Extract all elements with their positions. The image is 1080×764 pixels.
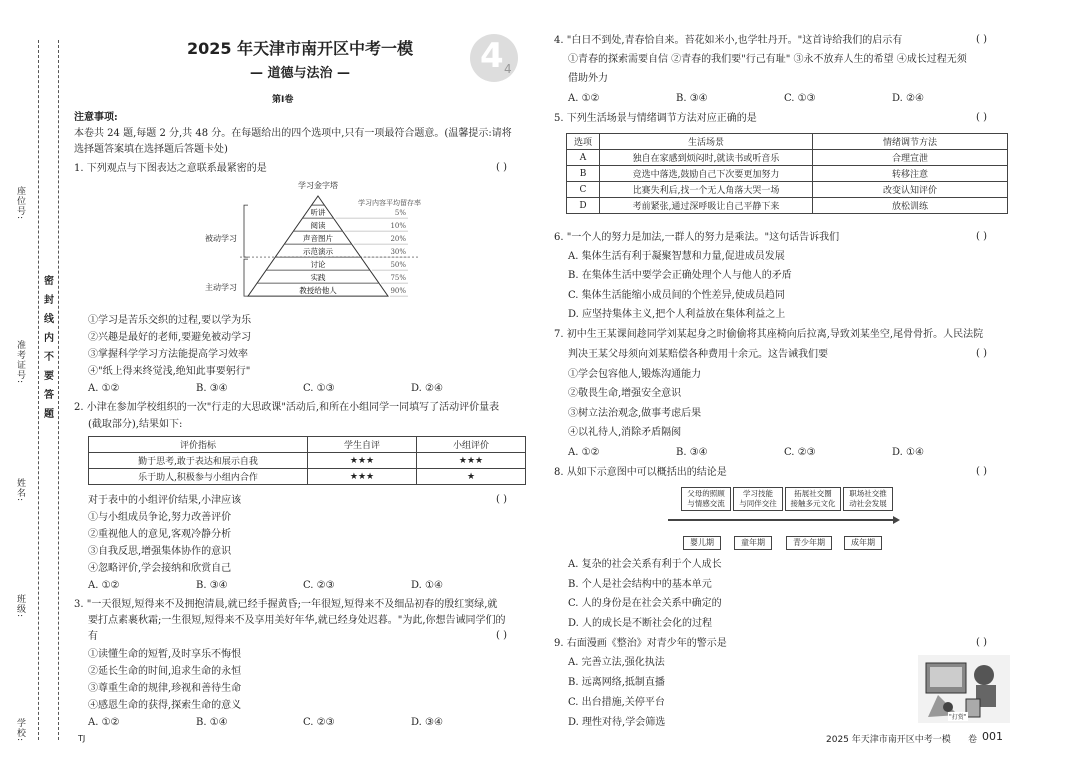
active-learning-label: 主动学习 <box>205 283 237 292</box>
q7-option-1: ①学会包容他人,锻炼沟通能力 <box>568 369 702 380</box>
q7-option-3: ③树立法治观念,做事考虑后果 <box>568 408 702 419</box>
pyramid-title: 学习金字塔 <box>298 181 338 190</box>
q2-header-self: 学生自评 <box>308 437 417 453</box>
notes-line-2: 选择题答案填在选择题后答题卡处) <box>74 144 228 155</box>
q7-choice-d: D. ①④ <box>892 447 924 458</box>
q3-option-2: ②延长生命的时间,追求生命的永恒 <box>88 666 242 677</box>
cartoon-illustration <box>918 655 1010 723</box>
q9-option-c: C. 出台措施,关停平台 <box>568 697 665 708</box>
footer-page-label: 卷 <box>968 735 978 745</box>
q7-choice-c: C. ②③ <box>784 447 816 458</box>
stage-infant: 婴儿期 <box>683 536 721 550</box>
q8-stem: 8. 从如下示意图中可以概括出的结论是 <box>554 467 727 478</box>
q1-option-4: ④"纸上得来终觉浅,绝知此事要躬行" <box>88 366 251 377</box>
q5-stem: 5. 下列生活场景与情绪调节方法对应正确的是 <box>554 113 757 124</box>
q3-choice-a: A. ①② <box>88 717 120 728</box>
q2-evaluation-table <box>88 436 526 485</box>
q6-option-a: A. 集体生活有利于凝聚智慧和力量,促进成员发展 <box>568 251 785 262</box>
q2-choice-b: B. ③④ <box>196 580 228 591</box>
table-row: 乐于助人,积极参与小组内合作 ★★★ ★ <box>89 469 526 485</box>
passive-learning-label: 被动学习 <box>205 234 237 243</box>
q9-answer-paren: ( ) <box>976 637 987 648</box>
stage-adult: 成年期 <box>844 536 882 550</box>
pyramid-level-label: 实践 <box>310 273 326 283</box>
q2-option-2: ②重视他人的意见,客观冷静分析 <box>88 529 232 540</box>
q2-header-group: 小组评价 <box>417 437 526 453</box>
binding-line-inner <box>58 40 59 740</box>
q4-choice-a: A. ①② <box>568 93 600 104</box>
q4-answer-paren: ( ) <box>976 34 987 45</box>
q3-choice-c: C. ②③ <box>303 717 335 728</box>
table-row: A 独自在家感到烦闷时,就读书或听音乐 合理宣泄 <box>567 150 1008 166</box>
notes-line-1: 本卷共 24 题,每题 2 分,共 48 分。在每题给出的四个选项中,只有一项最符合题意。(温馨提示:请将 <box>74 128 512 139</box>
seat-label: 座位号: <box>15 186 25 221</box>
q7-answer-paren: ( ) <box>976 348 987 359</box>
timeline-box-child: 学习技能 与同伴交往 <box>733 487 783 511</box>
q2-option-3: ③自我反思,增强集体协作的意识 <box>88 546 232 557</box>
q2-stem-3: 对于表中的小组评价结果,小津应该 <box>88 495 242 506</box>
q3-stem-1: 3. "一天很短,短得来不及拥抱清晨,就已经手握黄昏;一年很短,短得来不及细品初春的殷红窦绿,就 <box>74 599 498 610</box>
q6-option-b: B. 在集体生活中要学会正确处理个人与他人的矛盾 <box>568 270 792 281</box>
q3-option-1: ①读懂生命的短暂,及时享乐不悔恨 <box>88 649 242 660</box>
name-label: 姓名: <box>15 478 25 503</box>
q8-option-a: A. 复杂的社会关系有利于个人成长 <box>568 559 722 570</box>
timeline-box-teen: 拓展社交圈 接触多元文化 <box>785 487 841 511</box>
q6-option-c: C. 集体生活能缩小成员间的个性差异,使成员趋同 <box>568 290 785 301</box>
timeline-axis <box>668 519 896 521</box>
q9-option-a: A. 完善立法,强化执法 <box>568 657 665 668</box>
q7-stem-1: 7. 初中生王某课间趁同学刘某起身之时偷偷将其座椅向后拉离,导致刘某坐空,尾骨骨折。人民法院 <box>554 329 984 340</box>
pyramid-percent-label: 90% <box>390 287 406 296</box>
q7-stem-2: 判决王某父母须向刘某赔偿各种费用十余元。这告诫我们要 <box>568 349 828 360</box>
pyramid-percent-label: 20% <box>390 235 406 244</box>
pyramid-level-label: 示范演示 <box>303 247 333 257</box>
q8-option-c: C. 人的身份是在社会关系中确定的 <box>568 598 722 609</box>
pyramid-percent-label: 30% <box>390 248 406 257</box>
pyramid-level-label: 声音图片 <box>303 234 333 244</box>
q3-option-3: ③尊重生命的规律,珍视和善待生命 <box>88 683 242 694</box>
timeline-box-infant: 父母的照顾 与情感交流 <box>681 487 731 511</box>
pyramid-level-label: 讨论 <box>310 260 326 270</box>
q3-stem-2: 要打点素裹秋霜;一生很短,短得来不及享用美好年华,就已经身处迟暮。"为此,你想告诫同学们的 <box>88 615 506 626</box>
q5-table <box>566 133 1008 214</box>
pyramid-subtitle: 学习内容平均留存率 <box>358 199 421 207</box>
q8-option-d: D. 人的成长是不断社会化的过程 <box>568 618 713 629</box>
q1-choice-b: B. ③④ <box>196 383 228 394</box>
q2-choice-a: A. ①② <box>88 580 120 591</box>
q2-option-1: ①与小组成员争论,努力改善评价 <box>88 512 232 523</box>
q5-header-option: 选项 <box>567 134 600 150</box>
notes-label: 注意事项: <box>74 112 118 123</box>
seal-warning: 密 封 线 内 不 要 答 题 <box>44 276 54 420</box>
table-row: 勤于思考,敢于表达和展示自我 ★★★ ★★★ <box>89 453 526 469</box>
stage-child: 童年期 <box>734 536 772 550</box>
pyramid-percent-label: 75% <box>390 274 406 283</box>
q4-options-line-2: 借助外力 <box>568 73 608 84</box>
subject-title: — 道德与法治 — <box>249 66 351 81</box>
q2-option-4: ④忽略评价,学会接纳和欣赏自己 <box>88 563 232 574</box>
active-bracket <box>244 259 248 296</box>
q6-stem: 6. "一个人的努力是加法,一群人的努力是乘法。"这句话告诉我们 <box>554 232 840 243</box>
q2-stem-2: (截取部分),结果如下: <box>88 419 183 430</box>
q7-option-2: ②敬畏生命,增强安全意识 <box>568 388 682 399</box>
q3-stem-3: 有 <box>88 631 98 642</box>
q1-option-2: ②兴趣是最好的老师,要避免被动学习 <box>88 332 252 343</box>
q3-option-4: ④感恩生命的获得,探索生命的意义 <box>88 700 242 711</box>
pyramid-percent-label: 5% <box>394 209 406 218</box>
table-row: B 竞选中落选,鼓励自己下次要更加努力 转移注意 <box>567 166 1008 182</box>
q5-header-method: 情绪调节方法 <box>813 134 1008 150</box>
q5-header-scene: 生活场景 <box>600 134 813 150</box>
timeline-box-adult: 职场社交推 动社会发展 <box>843 487 893 511</box>
school-label: 学校: <box>15 718 25 743</box>
q1-option-1: ①学习是苦乐交织的过程,要以学为乐 <box>88 315 252 326</box>
q2-choice-c: C. ②③ <box>303 580 335 591</box>
q2-stem-1: 2. 小津在参加学校组织的一次"行走的大思政课"活动后,和所在小组同学一同填写了活动评价量表 <box>74 402 500 413</box>
q4-choice-b: B. ③④ <box>676 93 708 104</box>
passive-bracket <box>244 205 248 257</box>
q1-choice-a: A. ①② <box>88 383 120 394</box>
q9-option-d: D. 理性对待,学会筛选 <box>568 717 666 728</box>
timeline-arrow-icon <box>893 516 900 524</box>
volume-label: 第Ⅰ卷 <box>272 95 294 105</box>
q4-options-line-1: ①青春的探索需要自信 ②青春的我们要"行己有耻" ③永不放弃人生的希望 ④成长过程无须 <box>568 54 967 65</box>
pyramid-level-label: 阅读 <box>310 221 326 231</box>
q7-choice-a: A. ①② <box>568 447 600 458</box>
pyramid-percent-label: 10% <box>390 222 406 231</box>
q3-choice-b: B. ①④ <box>196 717 228 728</box>
q9-stem: 9. 右面漫画《整治》对青少年的警示是 <box>554 638 727 649</box>
pyramid-level-label: 听讲 <box>310 208 326 218</box>
q2-choice-d: D. ①④ <box>411 580 443 591</box>
q3-answer-paren: ( ) <box>496 630 507 641</box>
q6-option-d: D. 应坚持集体主义,把个人利益放在集体利益之上 <box>568 309 786 320</box>
q4-choice-c: C. ①③ <box>784 93 816 104</box>
q1-option-3: ③掌握科学学习方法能提高学习效率 <box>88 349 248 360</box>
q1-stem: 1. 下列观点与下图表达之意联系最紧密的是 <box>74 163 267 174</box>
q3-choice-d: D. ③④ <box>411 717 443 728</box>
pyramid-level-label: 教授给他人 <box>299 286 337 296</box>
q1-choice-c: C. ①③ <box>303 383 335 394</box>
class-label: 班级: <box>15 594 25 619</box>
q1-answer-paren: ( ) <box>496 162 507 173</box>
q5-answer-paren: ( ) <box>976 112 987 123</box>
q9-option-b: B. 远离网络,抵制直播 <box>568 677 665 688</box>
q7-choice-b: B. ③④ <box>676 447 708 458</box>
table-row: D 考前紧张,通过深呼吸让自己平静下来 放松训练 <box>567 198 1008 214</box>
q2-header-indicator: 评价指标 <box>89 437 308 453</box>
q4-stem: 4. "白日不到处,青春恰自来。苔花如米小,也学牡丹开。"这首诗给我们的启示有 <box>554 35 903 46</box>
page-number: 001 <box>982 730 1003 743</box>
q4-choice-d: D. ②④ <box>892 93 924 104</box>
stage-teen: 青少年期 <box>786 536 832 550</box>
footer-exam-name: 2025 年天津市南开区中考一模 <box>826 735 951 745</box>
pyramid-percent-label: 50% <box>390 261 406 270</box>
page-badge: 4 4 <box>470 34 518 82</box>
exam-title: 2025 年天津市南开区中考一模 <box>186 39 414 58</box>
ticket-label: 准考证号: <box>15 340 25 385</box>
cartoon-caption: "打赏" <box>949 714 967 721</box>
footer-left-code: TJ <box>78 734 86 743</box>
learning-pyramid <box>240 190 420 310</box>
q8-answer-paren: ( ) <box>976 466 987 477</box>
binding-line <box>38 40 39 740</box>
q8-option-b: B. 个人是社会结构中的基本单元 <box>568 579 712 590</box>
q7-option-4: ④以礼待人,消除矛盾隔阂 <box>568 427 682 438</box>
q2-answer-paren: ( ) <box>496 494 507 505</box>
table-row: C 比赛失利后,找一个无人角落大哭一场 改变认知评价 <box>567 182 1008 198</box>
q6-answer-paren: ( ) <box>976 231 987 242</box>
q1-choice-d: D. ②④ <box>411 383 443 394</box>
